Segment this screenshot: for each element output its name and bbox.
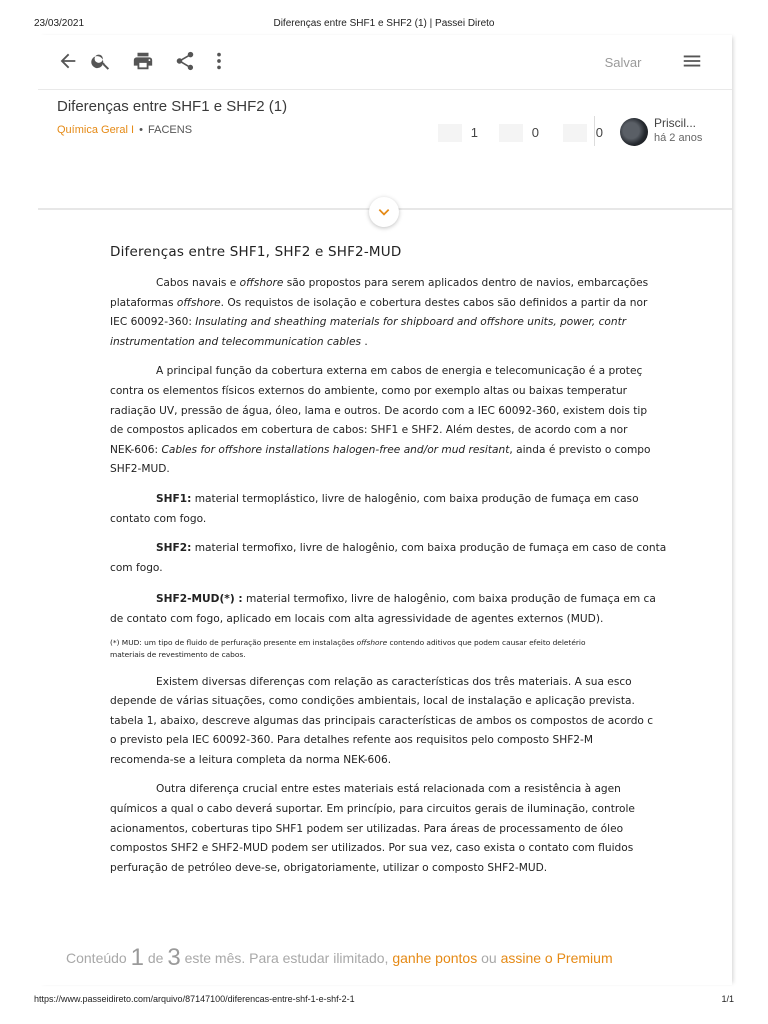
document-content — [110, 244, 718, 885]
comment-counter[interactable] — [563, 124, 603, 144]
paragraph-line: de contato com fogo, aplicado em locais com alta agressividade de agentes externos (MUD). — [110, 612, 604, 625]
paragraph-line: depende de várias situações, como condições ambientais, local de instalação e aplicação prevista. — [110, 695, 635, 708]
print-url: https://www.passeidireto.com/arquivo/87147100/diferencas-entre-shf-1-e-shf-2-1 — [34, 994, 355, 1004]
paragraph-line: IEC 60092-360: Insulating and sheathing materials for shipboard and offshore units, power, contr — [110, 316, 627, 329]
paragraph-line: perfuração de petróleo deve-se, obrigatoriamente, utilizar o composto SHF2-MUD. — [110, 861, 548, 874]
share-icon[interactable] — [173, 49, 197, 73]
paragraph-line: recomenda-se a leitura completa da norma NEK-606. — [110, 753, 392, 766]
print-icon[interactable] — [131, 49, 155, 73]
cta-text: de — [143, 950, 168, 966]
counter-button-bg — [499, 124, 523, 142]
paragraph-line: SHF2-MUD. — [110, 463, 170, 476]
premium-link[interactable]: assine o Premium — [500, 950, 613, 966]
print-date: 23/03/2021 — [34, 18, 85, 29]
save-button[interactable]: Salvar — [586, 50, 660, 74]
meta-separator: • — [139, 124, 143, 136]
counter-value: 0 — [595, 125, 603, 140]
paragraph-line: tabela 1, abaixo, descreve algumas das principais características de ambos os compostos de acordo c — [110, 714, 654, 727]
counter-value: 0 — [531, 125, 539, 140]
search-icon[interactable] — [89, 49, 113, 73]
paragraph-line: com fogo. — [110, 561, 163, 574]
expand-header-button[interactable] — [369, 197, 399, 227]
subject-link[interactable]: Química Geral I — [57, 124, 135, 136]
back-arrow-icon[interactable] — [56, 49, 80, 73]
toolbar — [38, 35, 732, 89]
paragraph-line: radiação UV, pressão de água, óleo, lama e outros. De acordo com a IEC 60092-360, existem dois tip — [110, 404, 648, 417]
author-name[interactable]: Priscil... — [654, 116, 696, 130]
definition-shf1: SHF1: material termoplástico, livre de halogênio, com baixa produção de fumaça em caso — [156, 492, 639, 505]
dislike-counter[interactable] — [499, 124, 539, 144]
paragraph-line: de compostos aplicados em cobertura de cabos: SHF1 e SHF2. Além destes, de acordo com a nor — [110, 424, 628, 437]
upload-time: há 2 anos — [654, 132, 703, 144]
cta-text: ou — [477, 950, 501, 966]
print-title: Diferenças entre SHF1 e SHF2 (1) | Passei Direto — [273, 18, 495, 29]
header-divider — [594, 116, 595, 146]
paragraph-line: Outra diferença crucial entre estes materiais está relacionada com a resistência à agen — [156, 783, 621, 796]
total-count: 3 — [167, 944, 181, 971]
paragraph-line: NEK-606: Cables for offshore installations halogen-free and/or mud resitant, ainda é previsto o compo — [110, 443, 651, 456]
like-counter[interactable] — [438, 124, 478, 144]
print-page-number: 1/1 — [721, 994, 734, 1004]
paragraph-line: acionamentos, coberturas tipo SHF1 podem ser utilizadas. Para áreas de processamento de óleo — [110, 822, 624, 835]
paragraph-line: Cabos navais e offshore são propostos para serem aplicados dentro de navios, embarcações — [156, 277, 649, 289]
cta-text: Conteúdo — [66, 950, 131, 966]
paragraph-line: contra os elementos físicos externos do ambiente, como por exemplo altas ou baixas temperatur — [110, 384, 628, 397]
paragraph-line: Existem diversas diferenças com relação as características dos três materiais. A sua esco — [156, 675, 632, 688]
counter-button-bg — [563, 124, 587, 142]
paragraph-line: químicos a qual o cabo deverá suportar. Em princípio, para circuitos gerais de iluminação, controle — [110, 803, 635, 816]
used-count: 1 — [130, 944, 144, 971]
document-meta — [57, 124, 192, 136]
counter-button-bg — [438, 124, 462, 142]
footnote: (*) MUD: um tipo de fluido de perfuração presente em instalações offshore contendo aditivos que podem causar efeito deletério materiais de revestimento de cabos. — [110, 637, 586, 659]
definition-shf2: SHF2: material termofixo, livre de halogênio, com baixa produção de fumaça em caso de conta — [156, 542, 667, 555]
paragraph-line: instrumentation and telecommunication cables . — [110, 335, 368, 348]
document-title: Diferenças entre SHF1 e SHF2 (1) — [57, 98, 288, 115]
author-avatar[interactable] — [620, 118, 648, 146]
definition-shf2-mud: SHF2-MUD(*) : material termofixo, livre de halogênio, com baixa produção de fumaça em ca — [156, 593, 656, 606]
more-vertical-icon[interactable] — [207, 49, 231, 73]
counter-value: 1 — [470, 125, 478, 140]
hamburger-menu-icon[interactable] — [680, 49, 704, 73]
paywall-banner — [66, 944, 613, 972]
document-header — [38, 90, 732, 188]
paragraph-line: compostos SHF2 e SHF2-MUD podem ser utilizados. Por sua vez, caso exista o contato com fluidos — [110, 842, 634, 855]
paragraph-line: A principal função da cobertura externa em cabos de energia e telecomunicação é a proteç — [156, 365, 643, 378]
cta-text: este mês. Para estudar ilimitado, — [180, 950, 393, 966]
paragraph-line: contato com fogo. — [110, 512, 207, 525]
institution-label: FACENS — [148, 124, 193, 136]
earn-points-link[interactable]: ganhe pontos — [392, 950, 478, 966]
chevron-down-icon — [377, 205, 391, 219]
paragraph-line: o previsto pela IEC 60092-360. Para detalhes refente aos requisitos pelo composto SHF2-M — [110, 734, 594, 747]
document-heading: Diferenças entre SHF1, SHF2 e SHF2-MUD — [110, 244, 402, 260]
paragraph-line: plataformas offshore. Os requistos de isolação e cobertura destes cabos são definidos a partir da nor — [110, 296, 648, 309]
